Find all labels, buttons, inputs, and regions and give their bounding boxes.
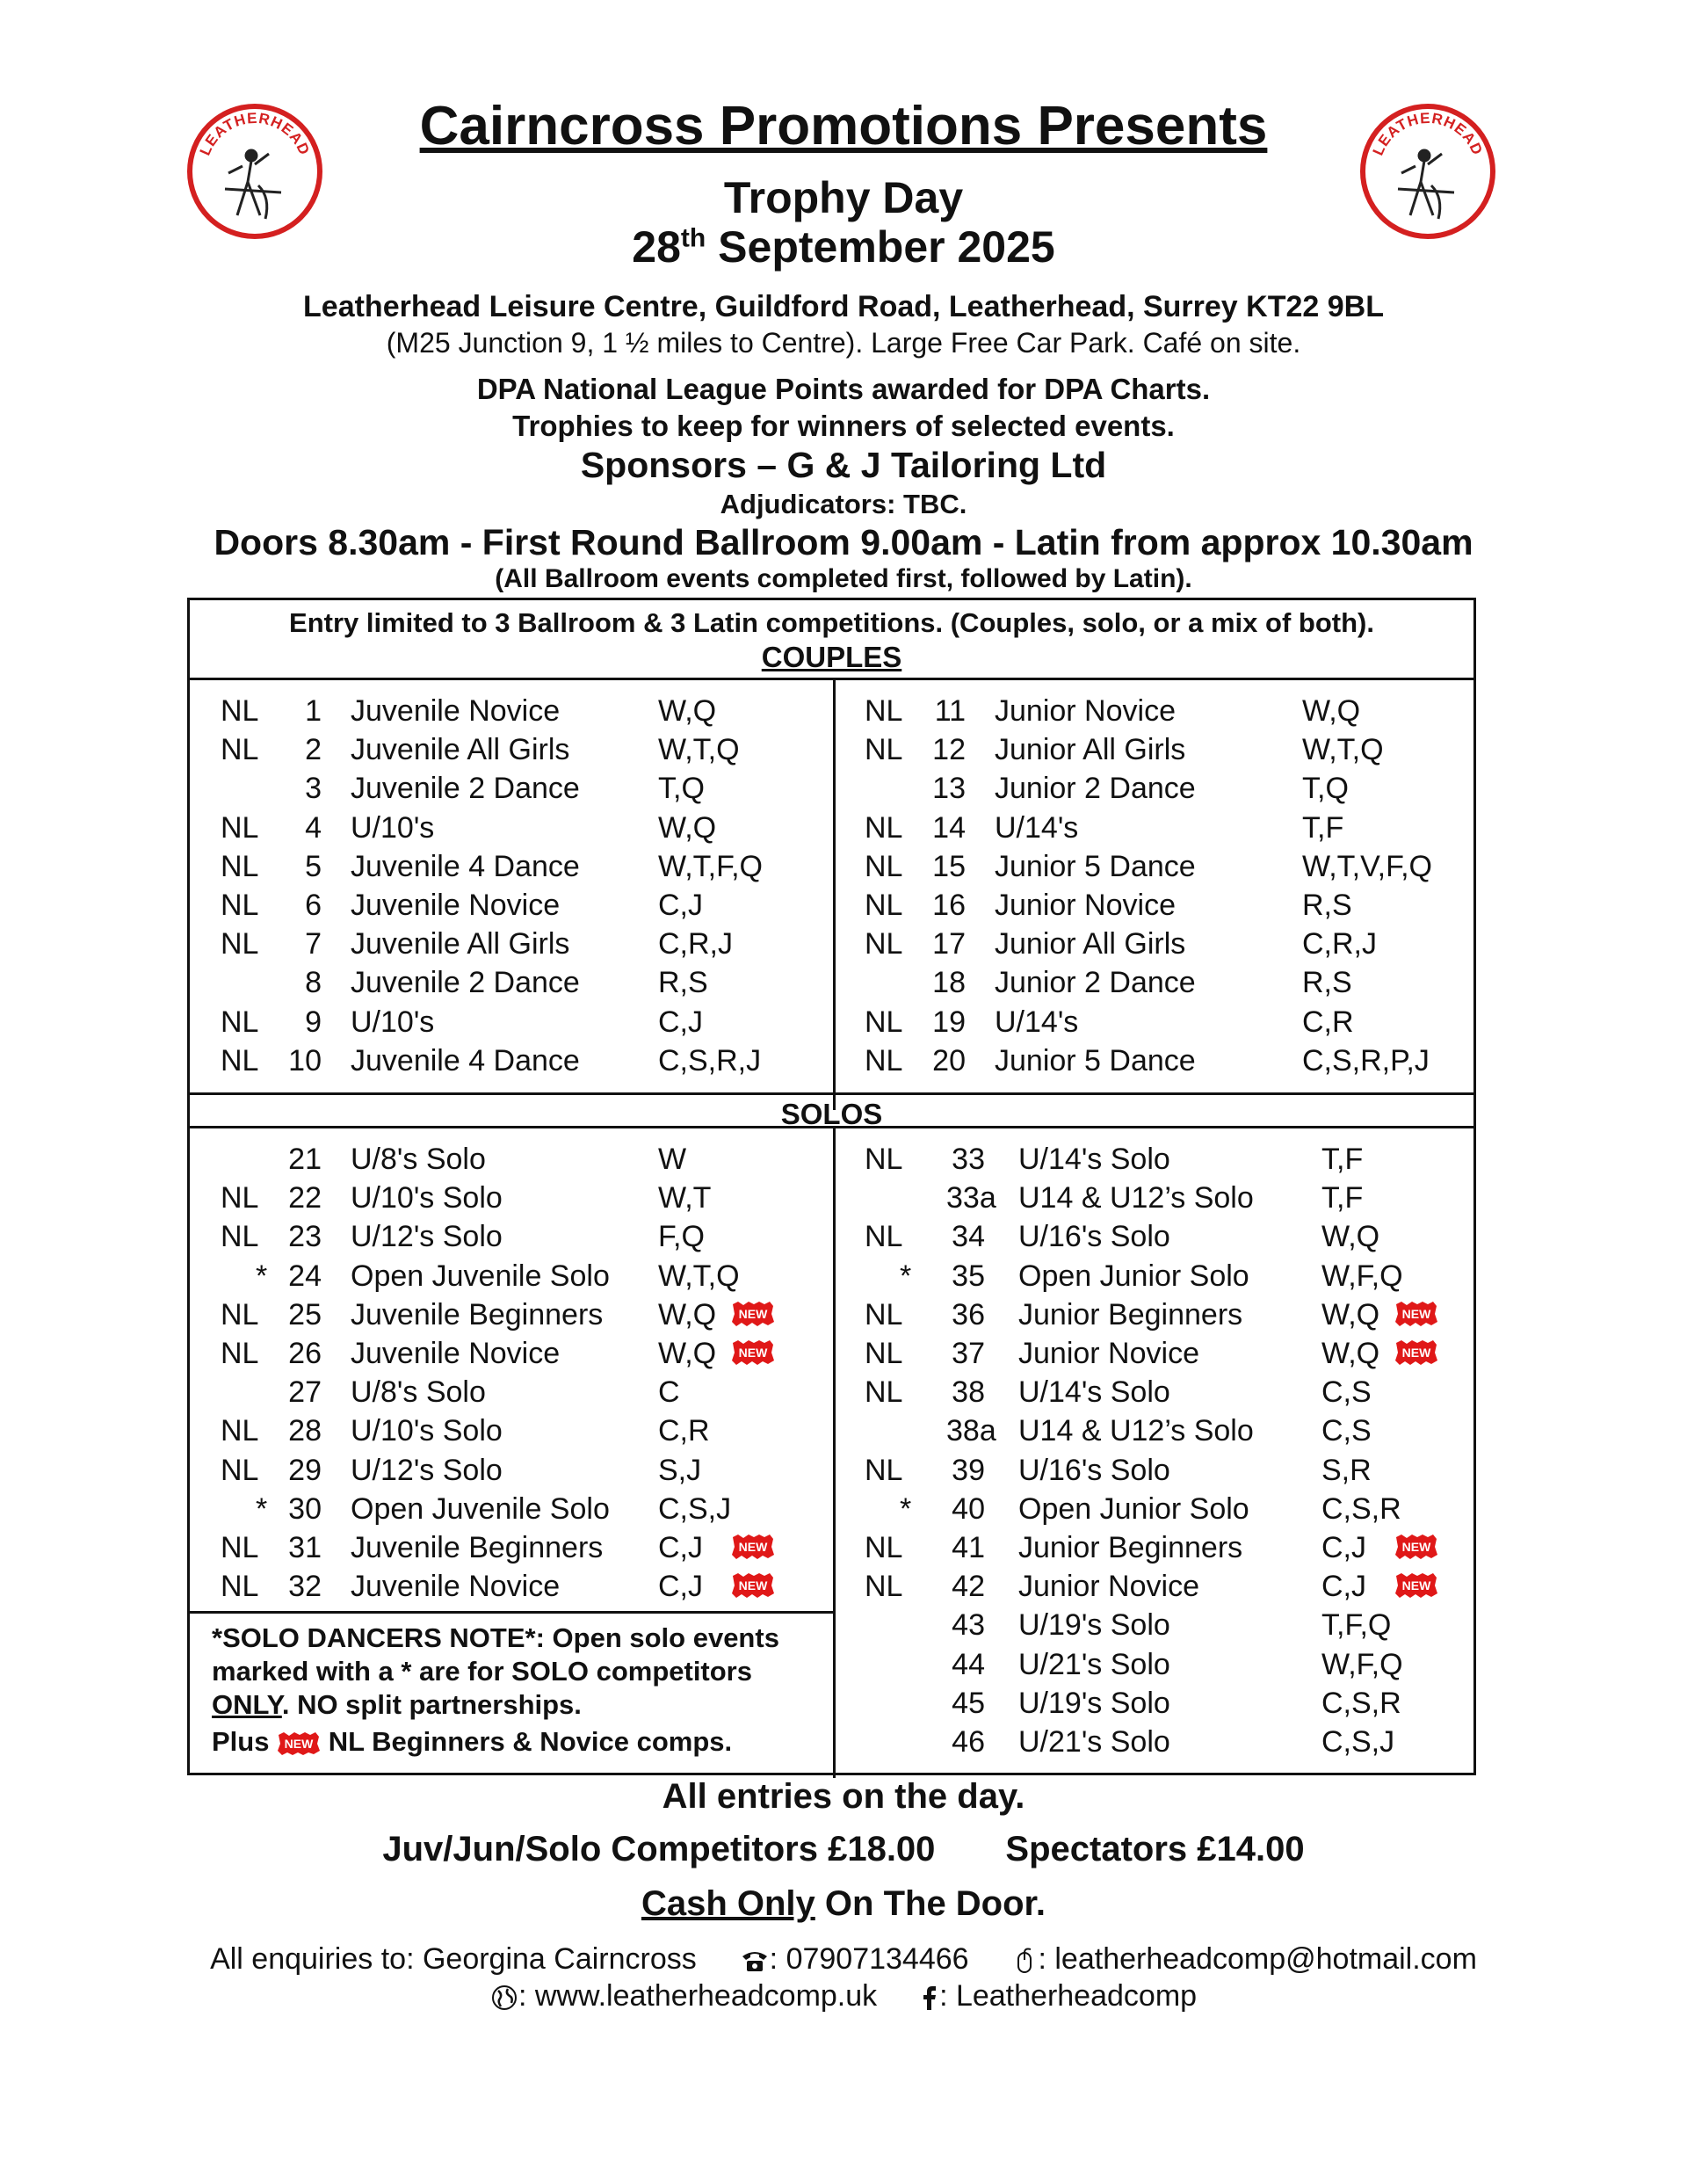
- event-number: 7: [305, 927, 322, 961]
- event-number: 14: [932, 810, 966, 845]
- event-row: [190, 1490, 1473, 1528]
- event-name: Junior Novice: [1018, 1337, 1199, 1370]
- svg-text:NEW: NEW: [738, 1306, 768, 1321]
- event-name: Junior 5 Dance: [995, 849, 1196, 883]
- competitor-price: Juv/Jun/Solo Competitors £18.00: [382, 1830, 936, 1868]
- event-number: 2: [305, 733, 322, 767]
- event-row: [190, 1528, 1473, 1567]
- event-row: [190, 1003, 1473, 1041]
- event-league-flag: NL: [221, 810, 259, 845]
- note-line-4-rest: NL Beginners & Novice comps.: [328, 1726, 733, 1757]
- event-number: 16: [932, 889, 966, 922]
- event-dances: W,Q: [658, 810, 717, 845]
- event-number: 41: [952, 1531, 985, 1564]
- entry-limit: Entry limited to 3 Ballroom & 3 Latin competitions. (Couples, solo, or a mix of both).: [289, 607, 1374, 638]
- note-line-1: *SOLO DANCERS NOTE*: Open solo events: [212, 1622, 779, 1653]
- event-dances: C,S,R,J: [658, 1043, 762, 1077]
- event-name: Trophy Day: [723, 173, 964, 222]
- svg-text:NEW: NEW: [738, 1540, 768, 1554]
- event-number: 19: [932, 1005, 966, 1039]
- event-number: 24: [288, 1259, 322, 1293]
- event-league-flag: NL: [221, 694, 259, 728]
- event-name: Junior Novice: [1018, 1570, 1199, 1604]
- couples-heading: COUPLES: [761, 641, 902, 673]
- event-dances: C,J: [658, 1570, 703, 1604]
- event-dances: W,T,V,F,Q: [1302, 849, 1433, 883]
- event-league-flag: NL: [221, 1297, 259, 1331]
- website[interactable]: : www.leatherheadcomp.uk: [518, 1979, 878, 2013]
- event-number: 31: [288, 1531, 322, 1564]
- event-number: 35: [952, 1259, 985, 1293]
- event-league-flag: NL: [865, 1570, 903, 1604]
- event-dances: T,F,Q: [1321, 1608, 1392, 1643]
- event-name: Junior Novice: [995, 694, 1176, 728]
- directions: (M25 Junction 9, 1 ½ miles to Centre). Large Free Car Park. Café on site.: [386, 327, 1301, 359]
- note-plus: Plus: [212, 1726, 270, 1757]
- event-league-flag: NL: [865, 810, 903, 845]
- event-league-flag: NL: [865, 1375, 903, 1410]
- event-row: [190, 1334, 1473, 1373]
- date-month-year: September 2025: [718, 222, 1055, 272]
- event-row: [190, 1567, 1473, 1606]
- event-name: Juvenile 4 Dance: [351, 1043, 580, 1077]
- event-league-flag: NL: [865, 927, 903, 961]
- on-door: On The Door.: [815, 1884, 1046, 1923]
- event-row: [190, 692, 1473, 730]
- logo-text: LEATHERHEAD: [196, 109, 314, 158]
- event-number: 21: [288, 1143, 322, 1176]
- event-number: 42: [952, 1570, 985, 1604]
- event-name: Juvenile All Girls: [351, 733, 570, 767]
- svg-text:NEW: NEW: [1401, 1540, 1431, 1554]
- event-dances: C,S: [1321, 1414, 1372, 1448]
- event-dances: C,J: [658, 889, 703, 922]
- event-league-flag: NL: [221, 889, 259, 922]
- event-dances: C: [658, 1375, 680, 1410]
- event-dances: C,S: [1321, 1375, 1372, 1410]
- event-league-flag: NL: [865, 889, 903, 922]
- event-row: [190, 925, 1473, 963]
- event-dances: C,J: [1321, 1531, 1366, 1564]
- event-league-flag: NL: [865, 1220, 903, 1254]
- event-name: Juvenile All Girls: [351, 927, 570, 961]
- event-dances: C,J: [1321, 1570, 1366, 1604]
- event-row: [190, 963, 1473, 1002]
- event-name: U/21's Solo: [1018, 1725, 1170, 1759]
- event-name: Junior Beginners: [1018, 1297, 1243, 1331]
- event-name: U/16's Solo: [1018, 1220, 1170, 1254]
- event-name: Junior 2 Dance: [995, 966, 1196, 1000]
- event-league-flag: *: [256, 1259, 268, 1293]
- facebook-icon: [920, 1984, 939, 2011]
- event-dances: W,Q: [658, 1337, 717, 1370]
- event-number: 1: [305, 694, 322, 728]
- event-number: 39: [952, 1453, 985, 1487]
- event-league-flag: NL: [221, 1220, 259, 1254]
- event-dances: R,S: [1302, 889, 1352, 922]
- event-number: 23: [288, 1220, 322, 1254]
- event-league-flag: NL: [221, 1005, 259, 1039]
- all-entries: All entries on the day.: [662, 1777, 1025, 1816]
- svg-text:NEW: NEW: [1401, 1306, 1431, 1321]
- note-line-3-rest: . NO split partnerships.: [281, 1689, 582, 1720]
- event-name: Juvenile Novice: [351, 1337, 561, 1370]
- event-name: Juvenile Beginners: [351, 1297, 604, 1331]
- event-number: 28: [288, 1414, 322, 1448]
- event-league-flag: NL: [865, 1297, 903, 1331]
- event-dances: C,R,J: [1302, 927, 1377, 961]
- event-number: 43: [952, 1608, 985, 1643]
- event-date: [0, 221, 1687, 272]
- trophies: Trophies to keep for winners of selected events.: [512, 410, 1175, 442]
- event-number: 40: [952, 1491, 985, 1526]
- event-number: 13: [932, 772, 966, 806]
- event-league-flag: NL: [865, 1453, 903, 1487]
- event-dances: W,T,Q: [658, 1259, 740, 1293]
- event-number: 12: [932, 733, 966, 767]
- event-number: 33: [952, 1143, 985, 1176]
- event-league-flag: NL: [865, 1337, 903, 1370]
- event-dances: W,Q: [1321, 1220, 1380, 1254]
- event-dances: R,S: [1302, 966, 1352, 1000]
- event-name: Open Junior Solo: [1018, 1491, 1249, 1526]
- solo-dancers-note: [212, 1622, 818, 1759]
- event-row: [190, 809, 1473, 847]
- event-name: U/10's: [351, 1005, 435, 1039]
- event-number: 25: [288, 1297, 322, 1331]
- event-number: 6: [305, 889, 322, 922]
- event-league-flag: NL: [865, 1531, 903, 1564]
- event-number: 30: [288, 1491, 322, 1526]
- event-row: [190, 1257, 1473, 1295]
- event-number: 18: [932, 966, 966, 1000]
- event-row: [190, 1041, 1473, 1080]
- event-name: Junior 2 Dance: [995, 772, 1196, 806]
- event-dances: C,S,R,P,J: [1302, 1043, 1430, 1077]
- event-name: U/12's Solo: [351, 1453, 503, 1487]
- event-number: 8: [305, 966, 322, 1000]
- event-dances: F,Q: [658, 1220, 705, 1254]
- event-row: [190, 1179, 1473, 1217]
- event-dances: C,J: [658, 1005, 703, 1039]
- event-number: 33a: [946, 1181, 996, 1215]
- event-number: 17: [932, 927, 966, 961]
- spectator-price: Spectators £14.00: [1005, 1830, 1305, 1868]
- event-league-flag: NL: [221, 1531, 259, 1564]
- event-dances: S,R: [1321, 1453, 1372, 1487]
- event-row: [190, 1451, 1473, 1490]
- event-league-flag: NL: [221, 1337, 259, 1370]
- date-suffix: th: [680, 223, 706, 253]
- new-badge-icon: [1394, 1534, 1438, 1560]
- event-row: [190, 769, 1473, 808]
- phone-number[interactable]: : 07907134466: [769, 1942, 969, 1976]
- new-badge-icon: [277, 1731, 321, 1756]
- event-dances: C,R: [658, 1414, 710, 1448]
- event-dances: S,J: [658, 1453, 702, 1487]
- date-day: 28: [632, 222, 681, 272]
- event-name: Open Junior Solo: [1018, 1259, 1249, 1293]
- event-name: Juvenile 4 Dance: [351, 849, 580, 883]
- order-note: (All Ballroom events completed first, followed by Latin).: [495, 564, 1192, 593]
- event-number: 20: [932, 1043, 966, 1077]
- event-dances: W,Q: [1321, 1337, 1380, 1370]
- event-row: [190, 1217, 1473, 1256]
- enquiries-contact: All enquiries to: Georgina Cairncross: [210, 1942, 697, 1976]
- event-name: U/19's Solo: [1018, 1686, 1170, 1720]
- event-name: U/16's Solo: [1018, 1453, 1170, 1487]
- event-row: [190, 847, 1473, 886]
- prices: [0, 1830, 1687, 1869]
- solos-heading: SOLOS: [780, 1098, 883, 1130]
- divider: [190, 678, 1473, 680]
- divider: [190, 1092, 1473, 1095]
- event-name: Juvenile Novice: [351, 1570, 561, 1604]
- event-number: 5: [305, 849, 322, 883]
- event-number: 37: [952, 1337, 985, 1370]
- event-number: 3: [305, 772, 322, 806]
- event-dances: W,T,F,Q: [658, 849, 763, 883]
- event-dances: W,T: [658, 1181, 712, 1215]
- event-dances: W,Q: [1302, 694, 1361, 728]
- event-name: Juvenile 2 Dance: [351, 772, 580, 806]
- league-points: DPA National League Points awarded for DPA Charts.: [476, 373, 1211, 405]
- event-name: Junior 5 Dance: [995, 1043, 1196, 1077]
- note-line-3: [212, 1688, 818, 1722]
- note-line-4: [212, 1725, 818, 1759]
- event-number: 26: [288, 1337, 322, 1370]
- event-name: U14 & U12’s Solo: [1018, 1181, 1254, 1215]
- event-number: 36: [952, 1297, 985, 1331]
- logo-text: LEATHERHEAD: [1369, 109, 1487, 158]
- event-dances: T,F: [1321, 1181, 1364, 1215]
- web-links: [0, 1979, 1687, 2013]
- event-dances: W,F,Q: [1321, 1647, 1403, 1681]
- event-name: U14 & U12’s Solo: [1018, 1414, 1254, 1448]
- event-dances: C,S,J: [1321, 1725, 1395, 1759]
- event-league-flag: *: [256, 1491, 268, 1526]
- event-league-flag: NL: [221, 1453, 259, 1487]
- event-name: U/14's Solo: [1018, 1375, 1170, 1410]
- event-name: Junior All Girls: [995, 733, 1186, 767]
- event-name: U/14's: [995, 810, 1079, 845]
- event-number: 32: [288, 1570, 322, 1604]
- event-number: 38: [952, 1375, 985, 1410]
- note-line-2: marked with a * are for SOLO competitors: [212, 1656, 752, 1687]
- event-name: Open Juvenile Solo: [351, 1259, 610, 1293]
- event-name: U/12's Solo: [351, 1220, 503, 1254]
- event-dances: W,Q: [1321, 1297, 1380, 1331]
- email-address[interactable]: : leatherheadcomp@hotmail.com: [1038, 1942, 1477, 1976]
- event-number: 29: [288, 1453, 322, 1487]
- event-league-flag: NL: [865, 1143, 903, 1176]
- event-number: 45: [952, 1686, 985, 1720]
- sponsors: Sponsors – G & J Tailoring Ltd: [580, 445, 1107, 485]
- new-badge-icon: [1394, 1572, 1438, 1599]
- svg-text:NEW: NEW: [1401, 1346, 1431, 1360]
- event-dances: T,F: [1302, 810, 1344, 845]
- event-number: 4: [305, 810, 322, 845]
- payment-note: [0, 1884, 1687, 1924]
- event-name: U/19's Solo: [1018, 1608, 1170, 1643]
- event-dances: T,Q: [658, 772, 705, 806]
- enquiries: [0, 1942, 1687, 1977]
- cash-only: Cash Only: [641, 1884, 815, 1923]
- event-number: 44: [952, 1647, 985, 1681]
- event-number: 11: [934, 694, 966, 728]
- event-number: 15: [932, 849, 966, 883]
- event-name: Junior All Girls: [995, 927, 1186, 961]
- event-dances: W: [658, 1143, 687, 1176]
- event-number: 38a: [946, 1414, 996, 1448]
- event-row: [190, 730, 1473, 769]
- event-name: Juvenile Novice: [351, 694, 561, 728]
- event-name: Juvenile Novice: [351, 889, 561, 922]
- event-name: Juvenile 2 Dance: [351, 966, 580, 1000]
- event-league-flag: NL: [221, 1043, 259, 1077]
- event-dances: W,T,Q: [658, 733, 740, 767]
- event-row: [190, 1295, 1473, 1334]
- event-dances: W,F,Q: [1321, 1259, 1403, 1293]
- event-dances: W,Q: [658, 694, 717, 728]
- event-dances: C,S,R: [1321, 1491, 1401, 1526]
- event-number: 10: [288, 1043, 322, 1077]
- event-number: 9: [305, 1005, 322, 1039]
- new-badge-icon: [1394, 1301, 1438, 1327]
- event-name: U/10's Solo: [351, 1181, 503, 1215]
- event-row: [190, 1140, 1473, 1179]
- event-dances: C,R: [1302, 1005, 1354, 1039]
- event-name: U/10's: [351, 810, 435, 845]
- event-name: U/8's Solo: [351, 1143, 486, 1176]
- event-league-flag: NL: [221, 1414, 259, 1448]
- event-number: 22: [288, 1181, 322, 1215]
- divider: [190, 1126, 1473, 1128]
- globe-icon: [490, 1984, 518, 2012]
- divider: [190, 1611, 836, 1614]
- event-name: U/14's Solo: [1018, 1143, 1170, 1176]
- event-league-flag: NL: [865, 849, 903, 883]
- event-dances: W,T,Q: [1302, 733, 1384, 767]
- new-badge-icon: [1394, 1339, 1438, 1366]
- event-dances: R,S: [658, 966, 708, 1000]
- event-league-flag: NL: [221, 927, 259, 961]
- event-name: Juvenile Beginners: [351, 1531, 604, 1564]
- event-league-flag: NL: [221, 733, 259, 767]
- event-dances: T,Q: [1302, 772, 1349, 806]
- event-name: U/21's Solo: [1018, 1647, 1170, 1681]
- event-league-flag: NL: [221, 1570, 259, 1604]
- phone-icon: [740, 1948, 770, 1974]
- event-name: U/14's: [995, 1005, 1079, 1039]
- event-row: [190, 1411, 1473, 1450]
- event-dances: W,Q: [658, 1297, 717, 1331]
- event-name: Open Juvenile Solo: [351, 1491, 610, 1526]
- event-number: 27: [288, 1375, 322, 1410]
- event-league-flag: NL: [865, 1005, 903, 1039]
- competitions-box: [187, 598, 1476, 1775]
- event-name: U/8's Solo: [351, 1375, 486, 1410]
- event-dances: C,R,J: [658, 927, 733, 961]
- event-league-flag: NL: [865, 733, 903, 767]
- times: Doors 8.30am - First Round Ballroom 9.00am - Latin from approx 10.30am: [214, 522, 1473, 562]
- svg-text:NEW: NEW: [1401, 1578, 1431, 1593]
- event-league-flag: *: [900, 1491, 912, 1526]
- venue: Leatherhead Leisure Centre, Guildford Road, Leatherhead, Surrey KT22 9BL: [303, 290, 1384, 323]
- event-name: Junior Novice: [995, 889, 1176, 922]
- event-league-flag: NL: [865, 694, 903, 728]
- event-dances: T,F: [1321, 1143, 1364, 1176]
- event-dances: C,J: [658, 1531, 703, 1564]
- event-league-flag: NL: [221, 1181, 259, 1215]
- facebook-page[interactable]: : Leatherheadcomp: [939, 1979, 1198, 2013]
- event-row: [190, 1373, 1473, 1411]
- svg-text:NEW: NEW: [738, 1346, 768, 1360]
- event-number: 46: [952, 1725, 985, 1759]
- event-number: 34: [952, 1220, 985, 1254]
- event-name: U/10's Solo: [351, 1414, 503, 1448]
- mouse-icon: [1011, 1948, 1038, 1974]
- svg-text:NEW: NEW: [284, 1736, 314, 1751]
- note-only: ONLY: [212, 1689, 282, 1720]
- event-league-flag: *: [900, 1259, 912, 1293]
- event-league-flag: NL: [865, 1043, 903, 1077]
- event-name: Junior Beginners: [1018, 1531, 1243, 1564]
- event-league-flag: NL: [221, 849, 259, 883]
- adjudicators: Adjudicators: TBC.: [720, 489, 967, 519]
- svg-text:NEW: NEW: [738, 1578, 768, 1593]
- event-dances: C,S,J: [658, 1491, 732, 1526]
- event-row: [190, 886, 1473, 925]
- event-dances: C,S,R: [1321, 1686, 1401, 1720]
- page-title: Cairncross Promotions Presents: [419, 96, 1268, 156]
